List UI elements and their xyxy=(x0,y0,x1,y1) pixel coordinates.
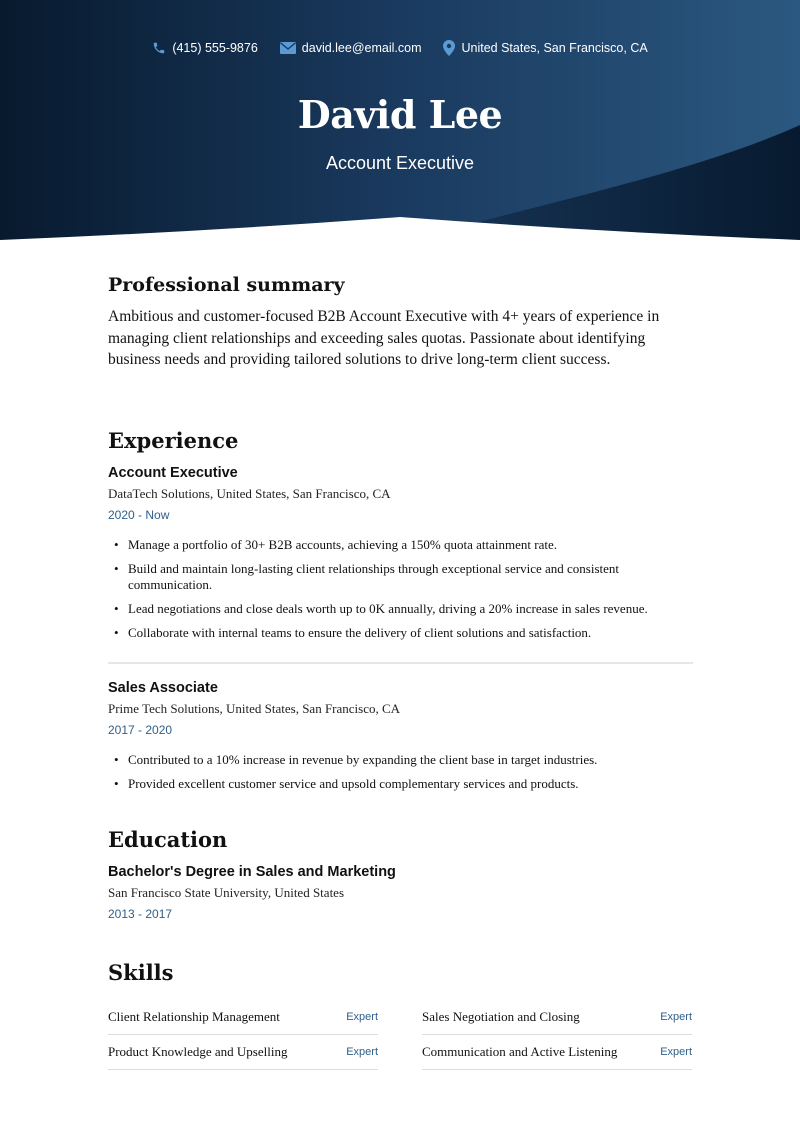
job-dates: 2017 - 2020 xyxy=(108,723,173,737)
job-bullets xyxy=(108,537,693,641)
job-title: Account Executive xyxy=(108,465,238,481)
skill-name: Communication and Active Listening xyxy=(422,1044,618,1059)
school-name: San Francisco State University, United States xyxy=(108,885,345,900)
mail-icon xyxy=(280,42,296,54)
location-pin-icon xyxy=(443,40,455,56)
education-dates: 2013 - 2017 xyxy=(108,907,173,921)
bullet-item: • Provided excellent customer service and upsold complementary services and products. xyxy=(108,776,693,792)
experience-entry xyxy=(108,465,693,649)
experience-entry xyxy=(108,680,693,800)
company-location: DataTech Solutions, United States, San Francisco, CA xyxy=(108,486,391,501)
section-heading-experience: Experience xyxy=(108,428,239,453)
bullet-item: • Build and maintain long-lasting client relationships through exceptional service and consistent communication. xyxy=(108,561,693,593)
candidate-title: Account Executive xyxy=(325,153,475,173)
skill-item xyxy=(108,1000,378,1035)
summary-section xyxy=(108,274,693,371)
email-text: david.lee@email.com xyxy=(301,41,422,55)
education-entry xyxy=(108,864,693,921)
entry-divider xyxy=(108,662,693,664)
education-section xyxy=(108,827,693,852)
job-dates: 2020 - Now xyxy=(108,508,170,522)
phone-text: (415) 555-9876 xyxy=(172,41,258,55)
section-heading-skills: Skills xyxy=(108,960,174,985)
skill-item xyxy=(422,1035,692,1070)
bullet-item: • Manage a portfolio of 30+ B2B accounts, achieving a 150% quota attainment rate. xyxy=(108,537,693,553)
phone-icon xyxy=(152,41,166,55)
contact-phone[interactable] xyxy=(152,40,257,56)
location-text: United States, San Francisco, CA xyxy=(461,41,648,55)
job-bullets xyxy=(108,752,693,792)
skill-level: Expert xyxy=(660,1011,692,1023)
degree-title: Bachelor's Degree in Sales and Marketing xyxy=(108,864,396,880)
section-heading-education: Education xyxy=(108,827,228,852)
company-location: Prime Tech Solutions, United States, San Francisco, CA xyxy=(108,701,401,716)
summary-text: Ambitious and customer-focused B2B Account Executive with 4+ years of experience in managing client relationships and exceeding sales quotas. Passionate about identifying business needs and providing tailored solutions to drive long-term client success. xyxy=(108,308,660,368)
bullet-item: • Contributed to a 10% increase in revenue by expanding the client base in target industries. xyxy=(108,752,693,768)
skill-name: Product Knowledge and Upselling xyxy=(108,1044,288,1059)
skill-level: Expert xyxy=(346,1011,378,1023)
contact-location[interactable] xyxy=(443,40,647,56)
skill-name: Sales Negotiation and Closing xyxy=(422,1009,580,1024)
contact-email[interactable] xyxy=(280,40,422,56)
contact-bar xyxy=(0,40,800,56)
experience-section xyxy=(108,428,693,453)
skills-section xyxy=(108,960,693,985)
candidate-name: David Lee xyxy=(297,92,503,137)
skill-name: Client Relationship Management xyxy=(108,1009,280,1024)
job-title: Sales Associate xyxy=(108,680,218,696)
skill-level: Expert xyxy=(346,1046,378,1058)
skill-item xyxy=(422,1000,692,1035)
bullet-item: • Lead negotiations and close deals worth up to 0K annually, driving a 20% increase in sales revenue. xyxy=(108,601,693,617)
skill-level: Expert xyxy=(660,1046,692,1058)
resume-header xyxy=(0,0,800,242)
skill-item xyxy=(108,1035,378,1070)
section-heading-summary: Professional summary xyxy=(108,274,345,296)
bullet-item: • Collaborate with internal teams to ensure the delivery of client solutions and satisfaction. xyxy=(108,625,693,641)
